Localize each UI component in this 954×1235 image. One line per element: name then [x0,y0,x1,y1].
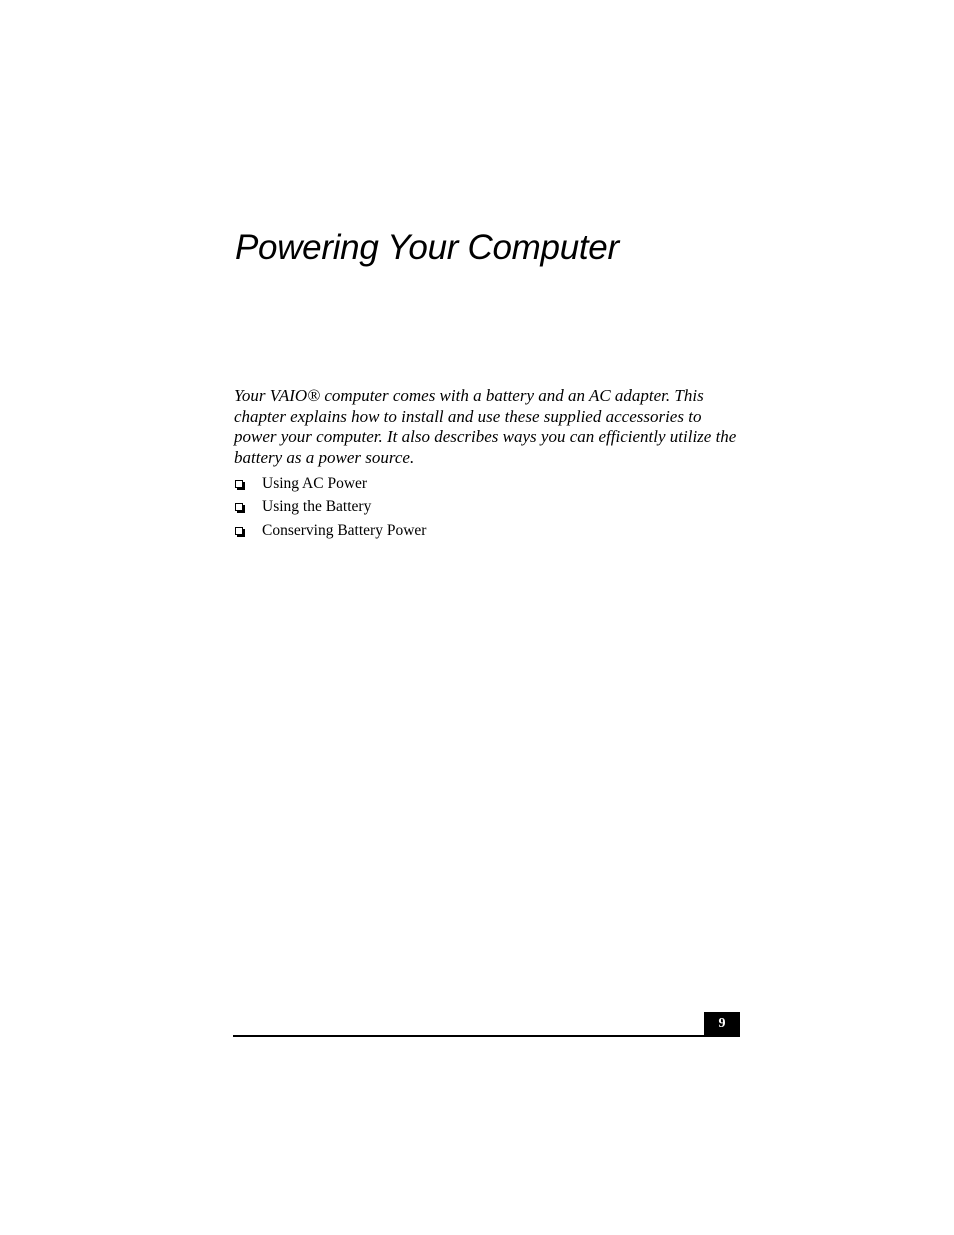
chapter-intro: Your VAIO® computer comes with a battery and an AC adapter. This chapter explains how to install and use these supplied accessories to power your computer. It also describes ways you can efficiently utilize the battery as a power source. [234,386,737,467]
list-item [234,519,426,543]
topic-using-ac-power[interactable]: Using AC Power [262,474,368,492]
footer-rule [233,1035,740,1037]
checkbox-icon [235,527,243,535]
checkbox-icon [235,480,243,488]
topic-list [234,472,426,543]
list-item [234,472,426,496]
list-item [234,496,426,520]
topic-conserving-battery-power[interactable]: Conserving Battery Power [262,521,427,539]
topic-using-the-battery[interactable]: Using the Battery [262,498,372,516]
page-number: 9 [704,1012,740,1037]
checkbox-icon [235,503,243,511]
chapter-title: Powering Your Computer [235,228,619,267]
